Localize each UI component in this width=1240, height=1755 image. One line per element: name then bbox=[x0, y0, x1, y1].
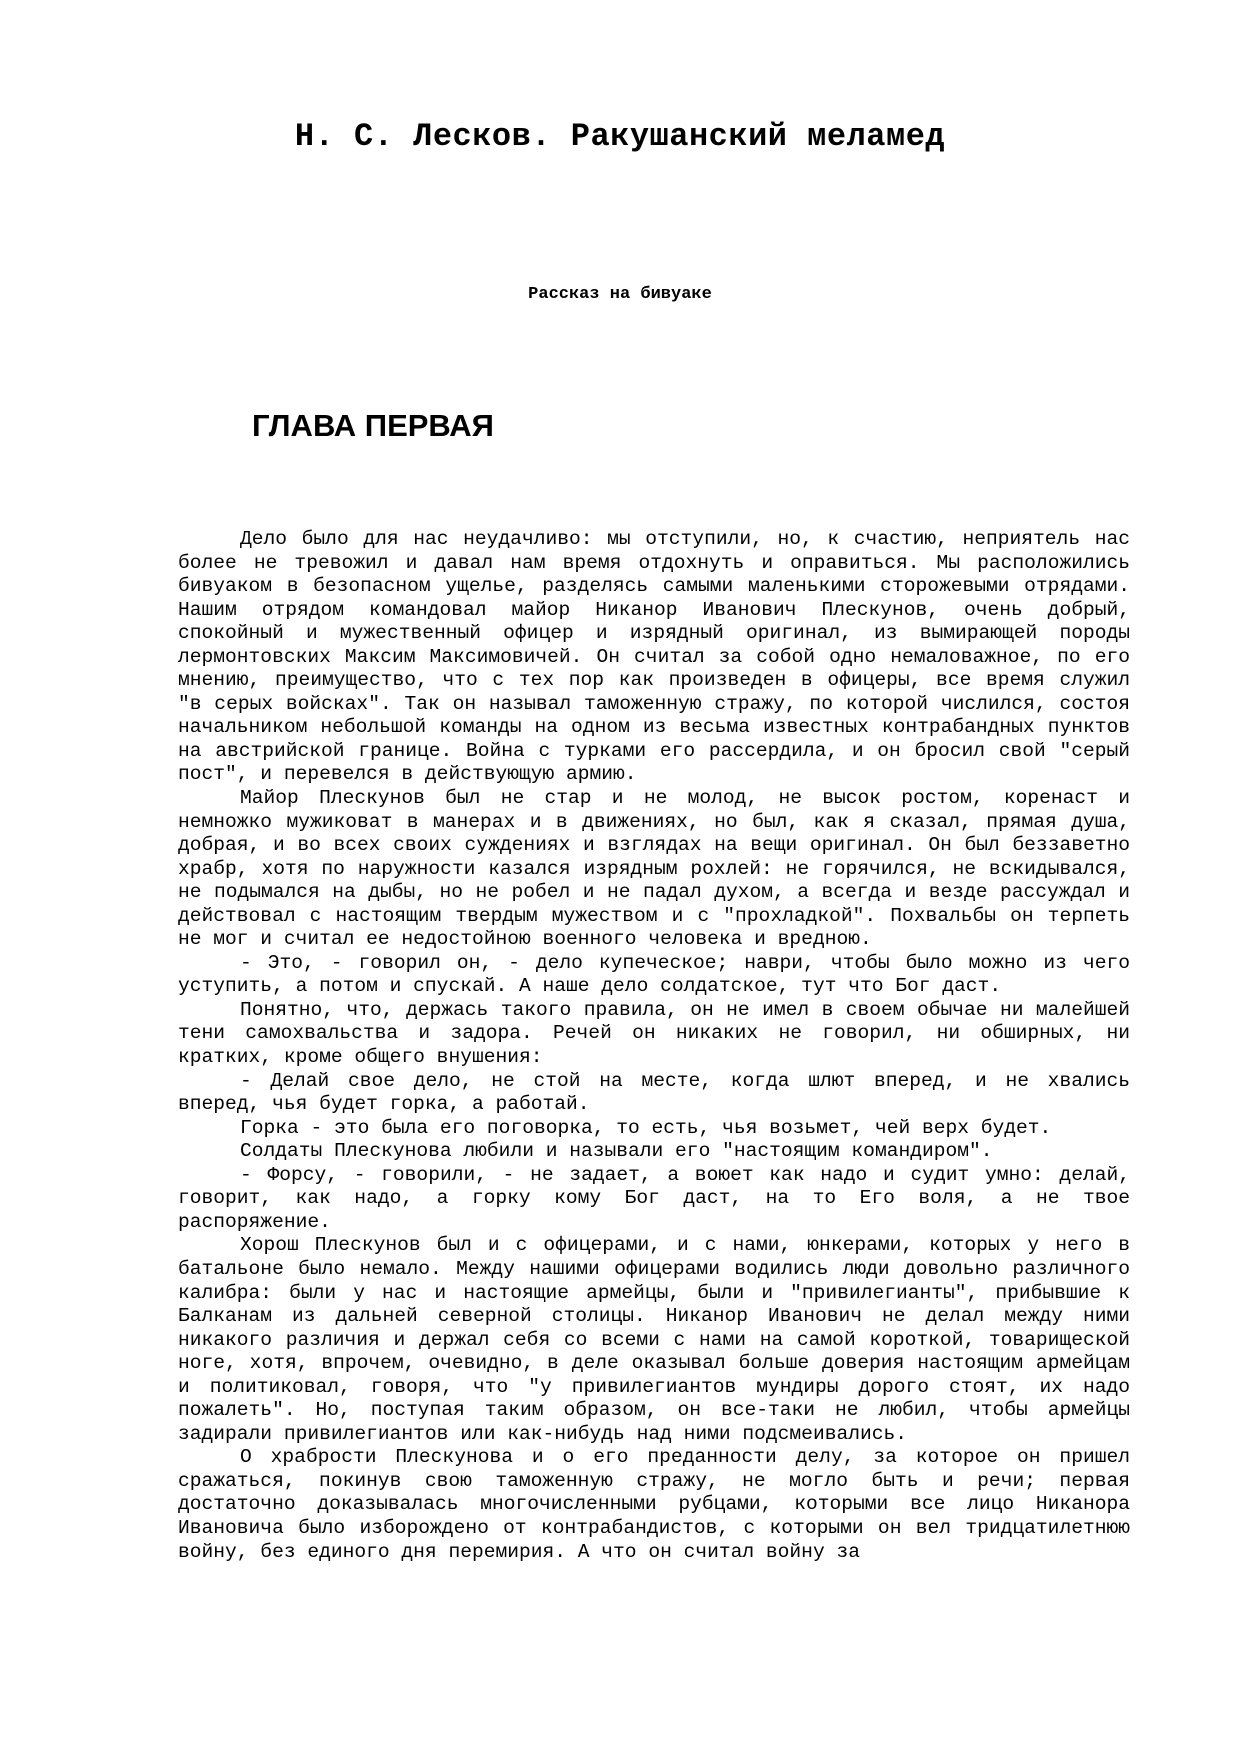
paragraph: Майор Плескунов был не стар и не молод, не высок ростом, коренаст и немножко мужиковат в манерах и в движениях, но был, как я сказал, прямая душа, добрая, и во всех своих суждениях и взглядах на вещи оригинал. Он был беззаветно храбр, хотя по наружности казался изрядным рохлей: не горячился, не вскидывался, не подымался на дыбы, но не робел и не падал духом, а всегда и везде рассуждал и действовал с настоящим твердым мужеством и с "прохладкой". Похвальбы он терпеть не мог и считал ее недостойною военного человека и вредною. bbox=[178, 787, 1130, 951]
paragraph: Горка - это была его поговорка, то есть, чья возьмет, чей верх будет. bbox=[240, 1116, 1052, 1139]
body-text bbox=[178, 528, 1130, 1564]
paragraph: - Делай свое дело, не стой на месте, когда шлют вперед, и не хвались вперед, чья будет горка, а работай. bbox=[178, 1069, 1130, 1116]
document-subtitle: Рассказ на бивуаке bbox=[528, 285, 712, 304]
paragraph: - Это, - говорил он, - дело купеческое; наври, чтобы было можно из чего уступить, а потом и спускай. А наше дело солдатское, тут что Бог даст. bbox=[178, 951, 1130, 998]
paragraph: О храбрости Плескунова и о его преданности делу, за которое он пришел сражаться, покинув свою таможенную стражу, не могло быть и речи; первая достаточно доказывалась многочисленными рубцами, которыми все лицо Никанора Ивановича было изборождено от контрабандистов, с которыми он вел тридцатилетнюю войну, без единого дня перемирия. А что он считал войну за bbox=[178, 1446, 1130, 1563]
paragraph: - Форсу, - говорили, - не задает, а воюет как надо и судит умно: делай, говорит, как надо, а горку кому Бог даст, на то Его воля, а не твое распоряжение. bbox=[178, 1163, 1130, 1233]
paragraph: Дело было для нас неудачливо: мы отступили, но, к счастию, неприятель нас более не тревожил и давал нам время отдохнуть и оправиться. Мы расположились бивуаком в безопасном ущелье, разделясь самыми маленькими сторожевыми отрядами. Нашим отрядом командовал майор Никанор Иванович Плескунов, очень добрый, спокойный и мужественный офицер и изрядный оригинал, из вымирающей породы лермонтовских Максим Максимовичей. Он считал за собой одно немаловажное, по его мнению, преимущество, что с тех пор как произведен в офицеры, все время служил "в серых войсках". Так он называл таможенную стражу, по которой числился, состоя начальником небольшой команды на одном из весьма известных контрабандных пунктов на австрийской границе. Война с турками его рассердила, и он бросил свой "серый пост", и перевелся в действующую армию. bbox=[178, 528, 1130, 786]
paragraph: Хорош Плескунов был и с офицерами, и с нами, юнкерами, которых у него в батальоне было немало. Между нашими офицерами водились люди довольно различного калибра: были у нас и настоящие армейцы, были и "привилегианты", прибывшие к Балканам из дальней северной столицы. Никанор Иванович не делал между ними никакого различия и держал себя со всеми с нами на самой короткой, товарищеской ноге, хотя, впрочем, очевидно, в деле оказывал больше доверия настоящим армейцам и политиковал, говоря, что "у привилегиантов мундиры дорого стоят, их надо пожалеть". Но, поступая таким образом, он все-таки не любил, чтобы армейцы задирали привилегиантов или как-нибудь над ними подсмеивались. bbox=[178, 1234, 1130, 1445]
document-title: Н. С. Лесков. Ракушанский меламед bbox=[294, 118, 946, 155]
chapter-heading: ГЛАВА ПЕРВАЯ bbox=[252, 408, 494, 443]
paragraph: Солдаты Плескунова любили и называли его "настоящим командиром". bbox=[240, 1140, 993, 1163]
paragraph: Понятно, что, держась такого правила, он не имел в своем обычае ни малейшей тени самохвальства и задора. Речей он никаких не говорил, ни обширных, ни кратких, кроме общего внушения: bbox=[178, 998, 1130, 1069]
